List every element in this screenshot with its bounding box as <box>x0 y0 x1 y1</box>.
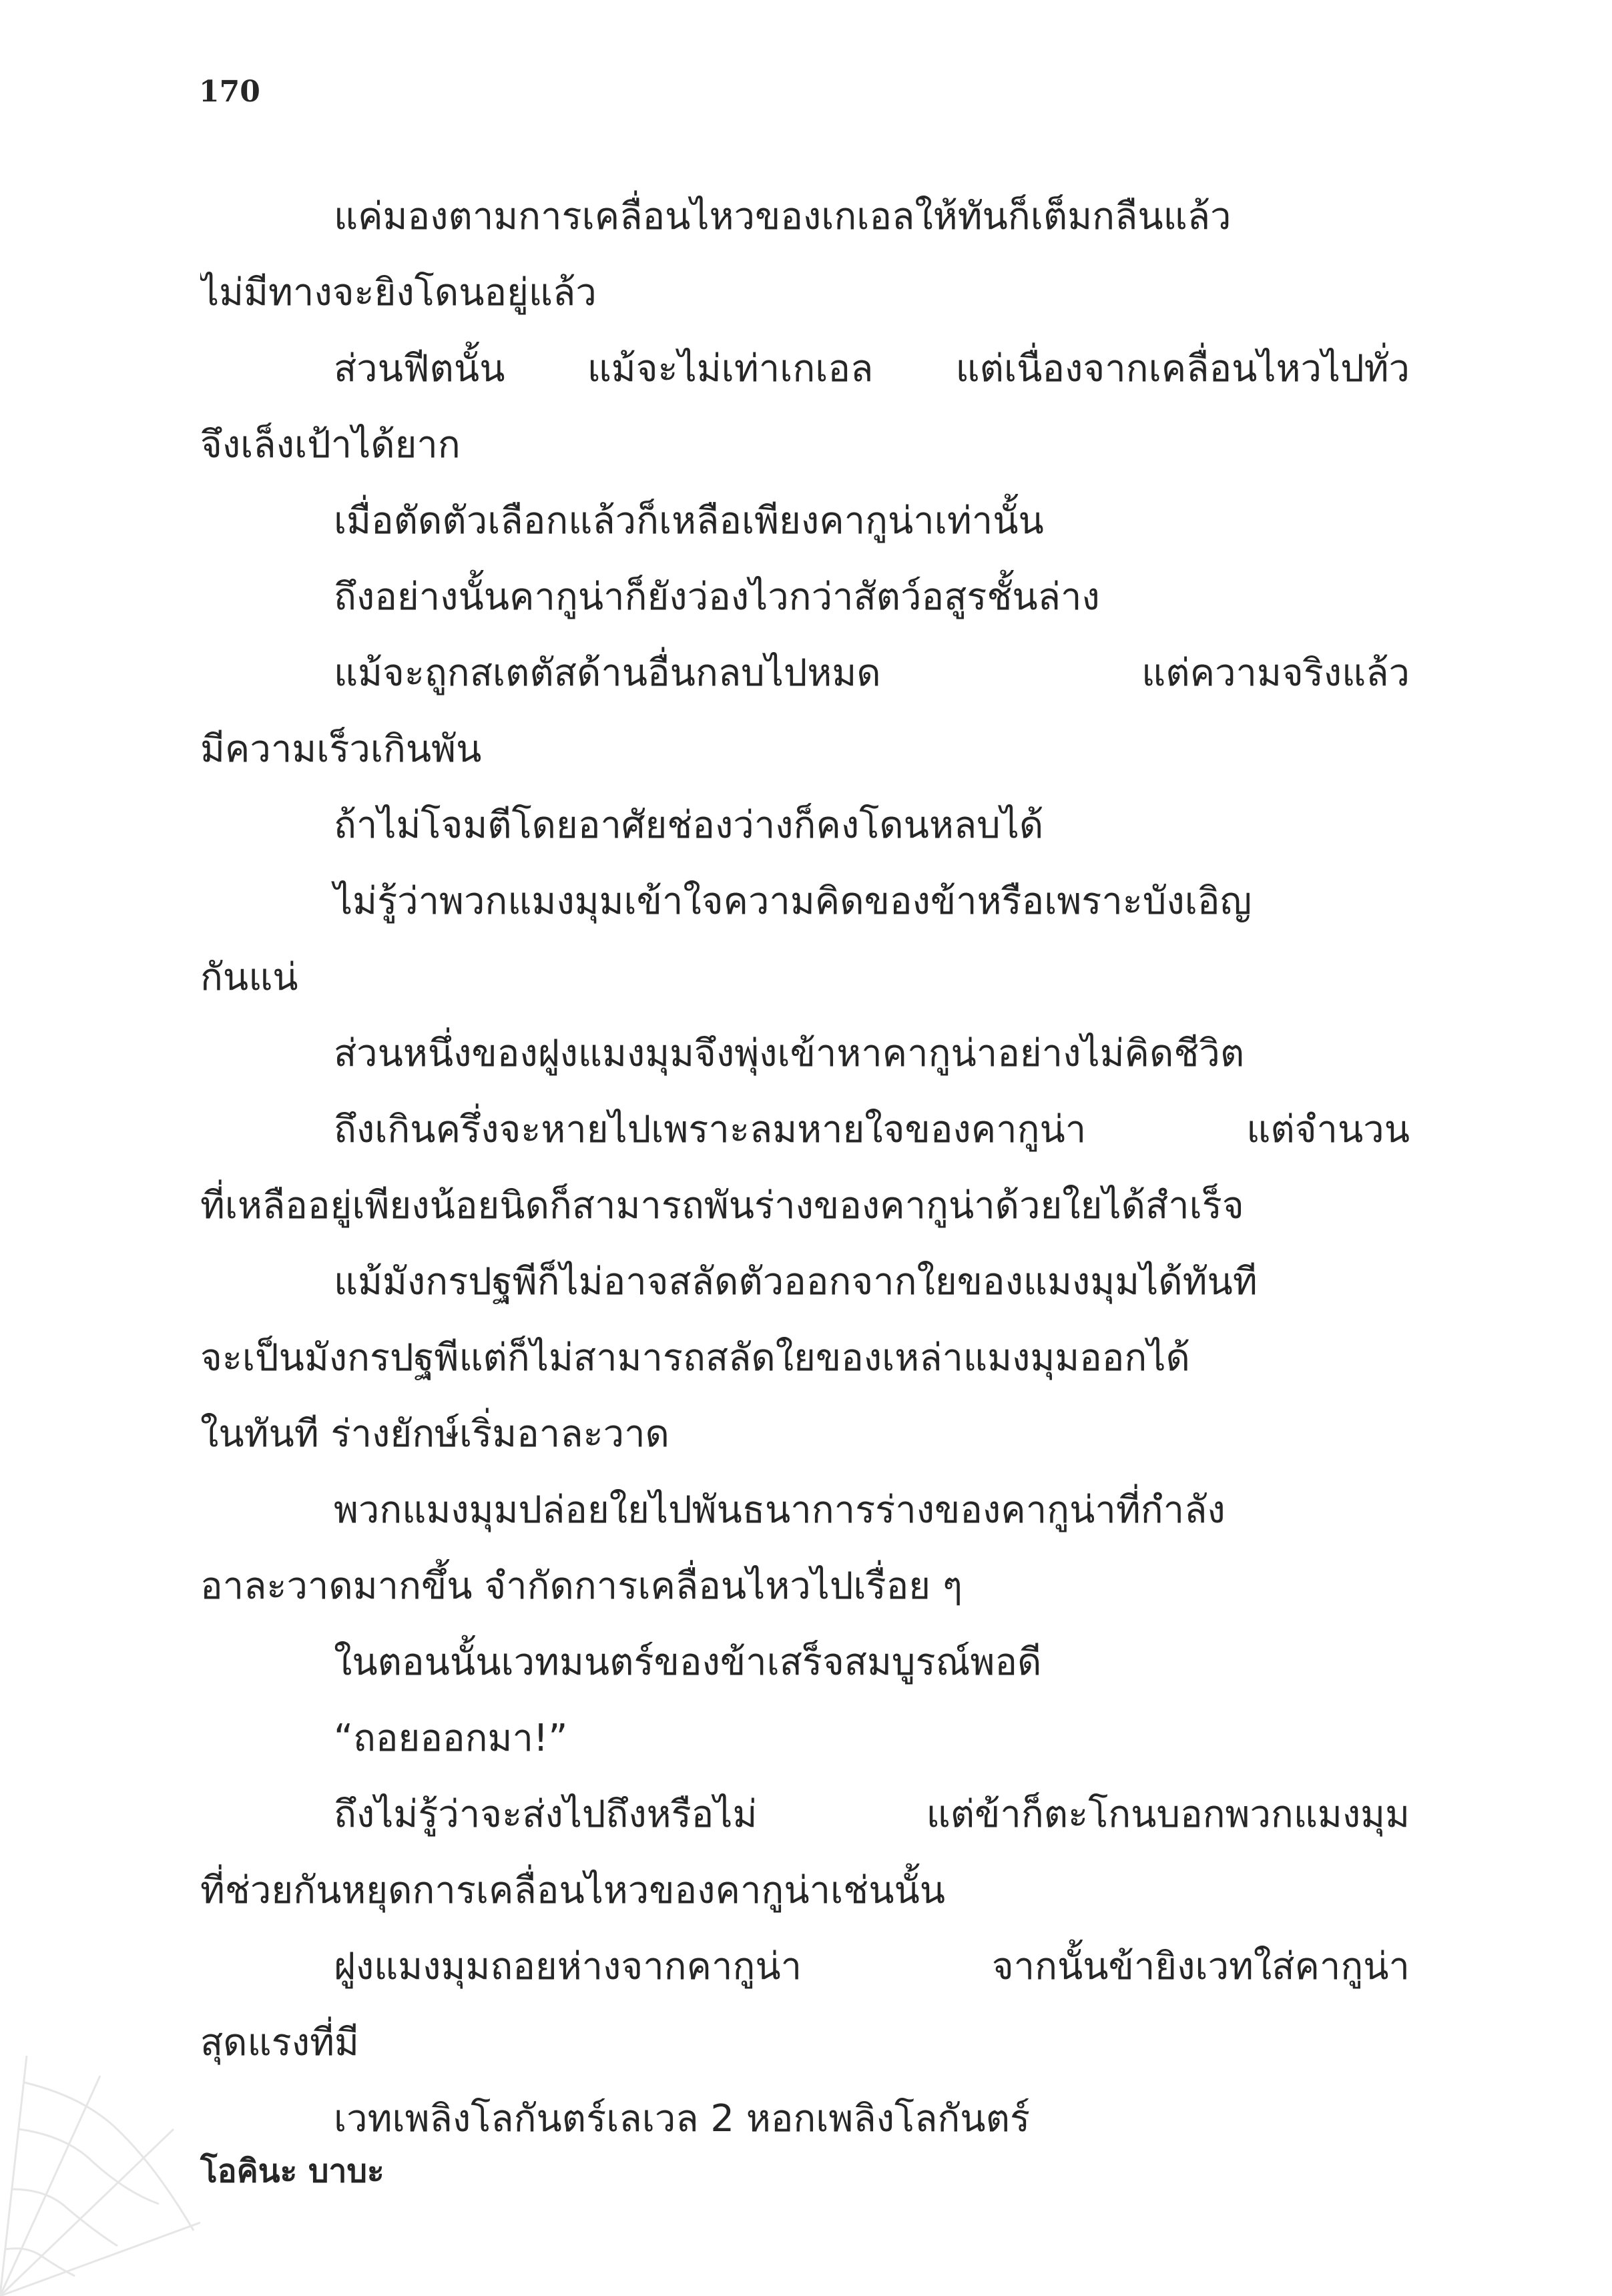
text-line: ส่วนฟีตนั้น แม้จะไม่เท่าเกเอล แต่เนื่องจากเคลื่อนไหวไปทั่ว <box>334 347 1410 390</box>
text-line: ที่ช่วยกันหยุดการเคลื่อนไหวของคากูน่าเช่นนั้น <box>200 1869 946 1912</box>
text-line: ฝูงแมงมุมถอยห่างจากคากูน่า จากนั้นข้ายิงเวทใส่คากูน่า <box>334 1945 1410 1988</box>
text-line: พวกแมงมุมปล่อยใยไปพันธนาการร่างของคากูน่าที่กำลัง <box>334 1488 1226 1532</box>
text-line: มีความเร็วเกินพัน <box>200 728 482 771</box>
text-line: เมื่อตัดตัวเลือกแล้วก็เหลือเพียงคากูน่าเท่านั้น <box>334 499 1044 543</box>
spiderweb-decoration-icon <box>0 2056 200 2296</box>
text-line: แม้จะถูกสเตตัสด้านอื่นกลบไปหมด แต่ความจริงแล้ว <box>334 651 1410 695</box>
text-line: ถ้าไม่โจมตีโดยอาศัยช่องว่างก็คงโดนหลบได้ <box>334 804 1044 847</box>
text-line: แม้มังกรปฐพีก็ไม่อาจสลัดตัวออกจากใยของแมงมุมได้ทันที <box>334 1260 1258 1304</box>
text-line: ในทันที ร่างยักษ์เริ่มอาละวาด <box>200 1412 669 1456</box>
text-line: อาละวาดมากขึ้น จำกัดการเคลื่อนไหวไปเรื่อย ๆ <box>200 1564 963 1608</box>
text-line: ไม่รู้ว่าพวกแมงมุมเข้าใจความคิดของข้าหรือเพราะบังเอิญ <box>334 880 1252 923</box>
text-line: “ถอยออกมา!” <box>334 1717 568 1760</box>
text-line: ที่เหลืออยู่เพียงน้อยนิดก็สามารถพันร่างของคากูน่าด้วยใยได้สำเร็จ <box>200 1184 1244 1227</box>
text-line: จะเป็นมังกรปฐพีแต่ก็ไม่สามารถสลัดใยของเหล่าแมงมุมออกได้ <box>200 1336 1190 1380</box>
text-line: จึงเล็งเป้าได้ยาก <box>200 423 461 467</box>
text-line: แค่มองตามการเคลื่อนไหวของเกเอลให้ทันก็เต็มกลืนแล้ว <box>334 195 1232 238</box>
body-text <box>200 179 1410 2157</box>
text-line: ส่วนหนึ่งของฝูงแมงมุมจึงพุ่งเข้าหาคากูน่าอย่างไม่คิดชีวิต <box>334 1032 1245 1075</box>
author-name: โอคินะ บาบะ <box>200 2152 384 2190</box>
text-line: กันแน่ <box>200 956 298 999</box>
text-line: เวทเพลิงโลกันตร์เลเวล 2 หอกเพลิงโลกันตร์ <box>334 2097 1031 2140</box>
text-line: สุดแรงที่มี <box>200 2021 359 2064</box>
text-line: ไม่มีทางจะยิงโดนอยู่แล้ว <box>200 271 597 314</box>
text-line: ถึงไม่รู้ว่าจะส่งไปถึงหรือไม่ แต่ข้าก็ตะโกนบอกพวกแมงมุม <box>334 1793 1410 1836</box>
text-line: ถึงเกินครึ่งจะหายไปเพราะลมหายใจของคากูน่า แต่จำนวน <box>334 1108 1410 1151</box>
text-line: ในตอนนั้นเวทมนตร์ของข้าเสร็จสมบูรณ์พอดี <box>334 1641 1042 1684</box>
text-line: ถึงอย่างนั้นคากูน่าก็ยังว่องไวกว่าสัตว์อสูรชั้นล่าง <box>334 575 1100 619</box>
page-number: 170 <box>199 75 260 109</box>
